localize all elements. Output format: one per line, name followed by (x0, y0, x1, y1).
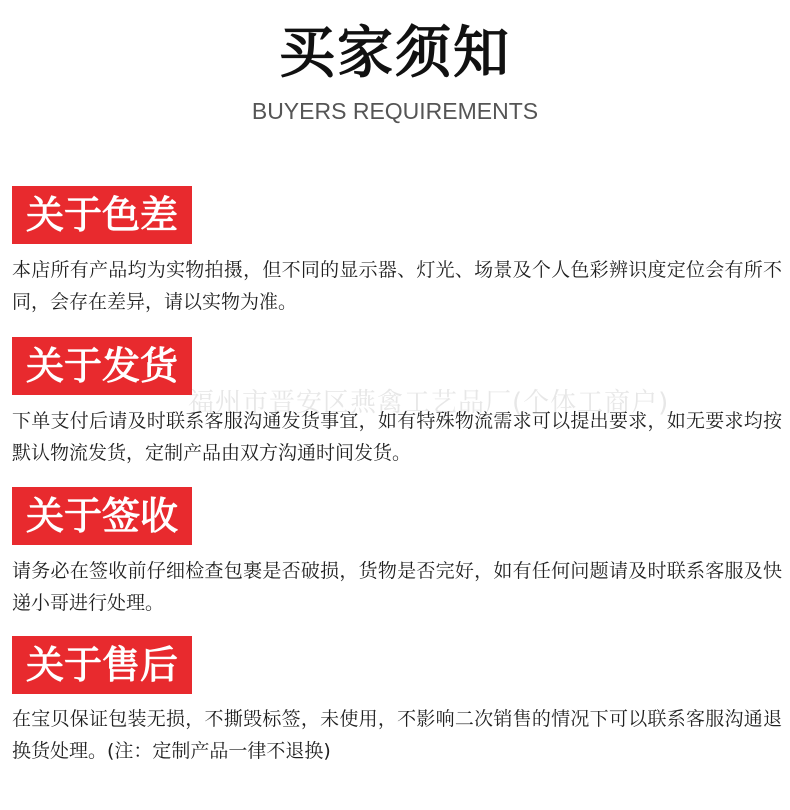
section-heading-receipt: 关于签收 (12, 487, 192, 545)
page-subtitle: BUYERS REQUIREMENTS (251, 98, 539, 124)
section-body-color: 本店所有产品均为实物拍摄，但不同的显示器、灯光、场景及个人色彩辨识度定位会有所不同，会存在差异，请以实物为准。 (12, 259, 782, 313)
section-heading-shipping: 关于发货 (12, 337, 192, 395)
watermark: 福州市晋安区燕禽工艺品厂(个体工商户) (188, 388, 670, 418)
section-heading-after-sales: 关于售后 (12, 636, 192, 694)
page-title: 买家须知 (279, 21, 511, 86)
section-body-shipping: 下单支付后请及时联系客服沟通发货事宜，如有特殊物流需求可以提出要求，如无要求均按默认物流发货，定制产品由双方沟通时间发货。 (12, 410, 782, 464)
section-body-receipt: 请务必在签收前仔细检查包裹是否破损，货物是否完好，如有任何问题请及时联系客服及快递小哥进行处理。 (12, 560, 782, 614)
section-body-after-sales: 在宝贝保证包装无损，不撕毁标签，未使用，不影响二次销售的情况下可以联系客服沟通退换货处理。(注：定制产品一律不退换) (12, 708, 782, 762)
section-heading-color: 关于色差 (12, 186, 192, 244)
